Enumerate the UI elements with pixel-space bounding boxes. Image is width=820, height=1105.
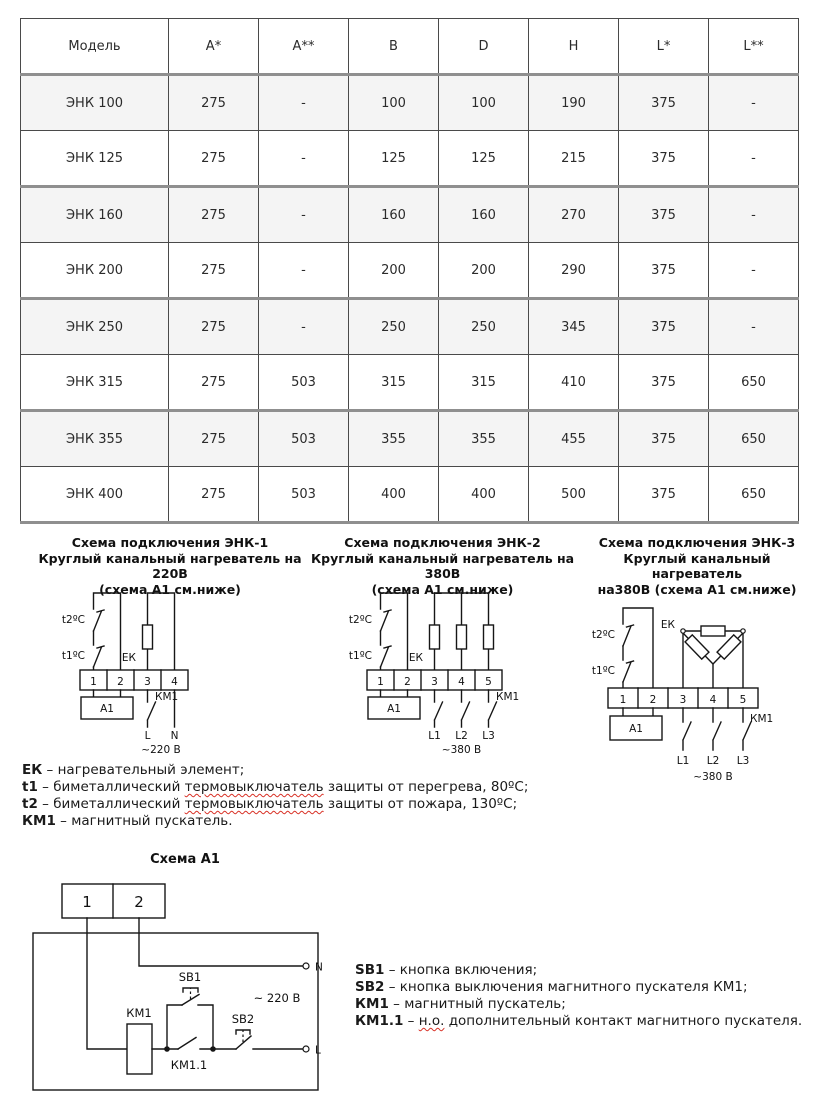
label-l1: L1 [676, 755, 690, 767]
label-neutral-n: N [315, 961, 323, 974]
col-header: L** [709, 19, 799, 75]
legend-key: КМ1 [22, 813, 56, 829]
table-cell: ЭНК 315 [21, 355, 169, 411]
terminal-number: 5 [739, 694, 747, 706]
table-row [21, 299, 799, 355]
legend-text: – магнитный пускатель; [388, 996, 566, 1012]
label-ek: ЕК [121, 652, 136, 664]
table-cell: 200 [349, 243, 439, 299]
terminal-number: 2 [117, 676, 124, 688]
a1-legend [355, 962, 802, 1030]
table-cell: 650 [709, 467, 799, 523]
terminal-number: 1 [90, 676, 97, 688]
table-cell: 275 [169, 131, 259, 187]
col-header: B [349, 19, 439, 75]
table-cell: 375 [619, 243, 709, 299]
table-cell: 100 [349, 75, 439, 131]
table-cell: 275 [169, 243, 259, 299]
legend-misspelled-word: н.о. [418, 1013, 445, 1029]
table-cell: 275 [169, 355, 259, 411]
legend-misspelled-word: термовыключатель [184, 779, 324, 795]
a1-block [610, 708, 662, 740]
label-t1: t1ºC [348, 650, 372, 662]
col-header: Модель [21, 19, 169, 75]
label-km1: КМ1 [750, 713, 774, 725]
a1-label: А1 [387, 703, 401, 715]
table-cell: 400 [349, 467, 439, 523]
legend-key: КМ1.1 [355, 1013, 404, 1029]
table-cell: 215 [529, 131, 619, 187]
table-cell: - [259, 243, 349, 299]
legend-misspelled-word: термовыключатель [184, 796, 324, 812]
table-cell: 375 [619, 131, 709, 187]
table-cell: 375 [619, 75, 709, 131]
label-phase-l: L [315, 1044, 321, 1057]
title-line: Круглый канальный нагреватель [623, 550, 771, 581]
heater-resistor [701, 626, 725, 636]
table-cell: ЭНК 400 [21, 467, 169, 523]
label-l3: L3 [736, 755, 750, 767]
table-cell: 270 [529, 187, 619, 243]
heater-resistor [430, 625, 440, 649]
terminal-strip [80, 670, 188, 690]
label-phase-l: L [144, 730, 151, 742]
label-l1: L1 [428, 730, 441, 742]
table-cell: 125 [439, 131, 529, 187]
wiring-diagram-enk3 [583, 598, 820, 793]
table-cell: 200 [439, 243, 529, 299]
thermal-switch-circuit [381, 593, 408, 670]
wiring-diagram-enk2 [319, 585, 569, 757]
table-row [21, 187, 799, 243]
table-cell: 375 [619, 467, 709, 523]
table-cell: 400 [439, 467, 529, 523]
table-cell: 375 [619, 355, 709, 411]
table-cell: 125 [349, 131, 439, 187]
col-header: D [439, 19, 529, 75]
table-cell: 275 [169, 467, 259, 523]
legend-text: – магнитный пускатель. [55, 813, 233, 829]
legend-text: – кнопка включения; [384, 962, 538, 978]
table-cell: 500 [529, 467, 619, 523]
label-sb1: SB1 [178, 970, 202, 984]
heater-circuit [430, 593, 494, 670]
table-row [21, 355, 799, 411]
table-cell: - [709, 187, 799, 243]
label-t2: t2ºC [61, 614, 85, 626]
thermal-switch-circuit [623, 608, 653, 688]
heater-circuit [143, 593, 175, 670]
table-cell: - [259, 75, 349, 131]
table-cell: 315 [349, 355, 439, 411]
table-cell: 503 [259, 411, 349, 467]
table-cell: 190 [529, 75, 619, 131]
a1-scheme-title: Схема А1 [150, 852, 220, 867]
table-cell: ЭНК 355 [21, 411, 169, 467]
legend-text: – [403, 1013, 419, 1029]
table-cell: 375 [619, 299, 709, 355]
l-terminal [303, 1046, 309, 1052]
title-line: на380В (схема А1 см.ниже) [597, 581, 797, 597]
contactor-contacts [683, 708, 751, 750]
table-cell: 503 [259, 355, 349, 411]
table-cell: 650 [709, 411, 799, 467]
label-voltage: ~380 В [693, 771, 733, 783]
terminal-number: 1 [619, 694, 627, 706]
table-row [21, 467, 799, 523]
contactor-contacts [435, 690, 497, 727]
legend-key: ЕК [22, 762, 43, 778]
terminal-number: 4 [458, 676, 465, 688]
thermal-switch-circuit [94, 593, 121, 670]
table-cell: 315 [439, 355, 529, 411]
table-cell: 275 [169, 187, 259, 243]
label-l2: L2 [455, 730, 468, 742]
terminal-number: 5 [485, 676, 492, 688]
legend-key: КМ1 [355, 996, 389, 1012]
legend-text: – кнопка выключения магнитного пускателя КМ1; [384, 979, 748, 995]
heater-resistor [717, 635, 741, 659]
table-cell: 160 [349, 187, 439, 243]
table-cell: 250 [349, 299, 439, 355]
table-cell: - [709, 75, 799, 131]
n-terminal [303, 963, 309, 969]
table-cell: 275 [169, 299, 259, 355]
table-cell: 275 [169, 75, 259, 131]
terminal-number: 2 [649, 694, 657, 706]
legend-key: t1 [22, 779, 38, 795]
legend-text: – биметаллический [37, 779, 185, 795]
label-t2: t2ºC [591, 629, 615, 641]
delta-node [741, 629, 745, 633]
legend-text: защиты от перегрева, 80ºС; [323, 779, 529, 795]
legend-line [355, 996, 802, 1013]
table-cell: 355 [439, 411, 529, 467]
legend-key: SB1 [355, 962, 385, 978]
table-cell: 100 [439, 75, 529, 131]
dimensions-table-wrap [20, 18, 798, 524]
table-cell: - [259, 187, 349, 243]
a1-label: А1 [629, 723, 643, 735]
label-voltage: ~220 В [141, 744, 181, 756]
table-row [21, 131, 799, 187]
table-cell: 355 [349, 411, 439, 467]
legend-line [22, 796, 528, 813]
table-cell: 503 [259, 467, 349, 523]
label-l2: L2 [706, 755, 720, 767]
title-line: (схема А1 см.ниже) [99, 581, 241, 597]
legend-key: SB2 [355, 979, 385, 995]
terminal-number: 3 [679, 694, 687, 706]
table-header-row [21, 19, 799, 75]
legend-line [22, 813, 528, 830]
terminal-number: 2 [404, 676, 411, 688]
label-km1: КМ1 [155, 691, 179, 703]
label-t1: t1ºC [61, 650, 85, 662]
col-header: L* [619, 19, 709, 75]
heater-delta-circuit [681, 626, 745, 688]
table-cell: ЭНК 125 [21, 131, 169, 187]
label-ek: ЕК [660, 619, 675, 631]
table-cell: 250 [439, 299, 529, 355]
heater-resistor [143, 625, 153, 649]
table-cell: - [709, 243, 799, 299]
table-cell: 650 [709, 355, 799, 411]
table-cell: 275 [169, 411, 259, 467]
table-cell: 160 [439, 187, 529, 243]
terminal-number: 4 [171, 676, 178, 688]
col-header: A* [169, 19, 259, 75]
terminal-number: 1 [82, 893, 92, 911]
label-voltage: ~ 220 В [253, 991, 301, 1005]
terminal-box [62, 884, 165, 918]
legend-text: дополнительный контакт магнитного пускателя. [444, 1013, 803, 1029]
terminal-number: 2 [134, 893, 144, 911]
table-row [21, 75, 799, 131]
table-cell: 290 [529, 243, 619, 299]
legend-line [355, 979, 802, 996]
col-header: H [529, 19, 619, 75]
title-line: Схема подключения ЭНК-1 [71, 535, 269, 550]
table-cell: - [709, 131, 799, 187]
wiring-diagram-enk1 [25, 585, 275, 757]
label-km1: КМ1 [126, 1006, 152, 1020]
title-line: Схема подключения ЭНК-2 [344, 535, 541, 550]
terminal-number: 3 [431, 676, 438, 688]
terminal-number: 1 [377, 676, 384, 688]
heater-resistor [457, 625, 467, 649]
terminal-strip [367, 670, 502, 690]
legend-text: – нагревательный элемент; [42, 762, 245, 778]
label-voltage: ~380 В [441, 744, 482, 756]
table-cell: - [709, 299, 799, 355]
legend-text: – биметаллический [37, 796, 185, 812]
label-l3: L3 [482, 730, 495, 742]
heater-resistor [685, 635, 709, 659]
terminal-strip [608, 688, 758, 708]
components-legend [22, 762, 528, 830]
table-cell: 455 [529, 411, 619, 467]
legend-line [22, 779, 528, 796]
legend-line [355, 962, 802, 979]
title-line: (схема А1 см.ниже) [371, 581, 514, 597]
a1-control-scheme [25, 876, 335, 1101]
label-neutral-n: N [170, 730, 179, 742]
table-cell: ЭНК 100 [21, 75, 169, 131]
a1-label: А1 [100, 703, 114, 715]
table-cell: 375 [619, 187, 709, 243]
a1-block [81, 690, 133, 719]
title-line: Круглый канальный нагреватель на 380В [310, 550, 575, 581]
table-cell: - [259, 299, 349, 355]
label-t1: t1ºC [591, 665, 615, 677]
table-cell: ЭНК 160 [21, 187, 169, 243]
diagram-title-enk3 [578, 535, 816, 597]
label-km1: КМ1 [496, 691, 520, 703]
title-line: Схема подключения ЭНК-3 [598, 535, 796, 550]
legend-key: t2 [22, 796, 38, 812]
table-cell: ЭНК 200 [21, 243, 169, 299]
label-sb2: SB2 [231, 1012, 255, 1026]
dimensions-table [20, 18, 799, 524]
title-line: Круглый канальный нагреватель на 220В [38, 550, 302, 581]
a1-block [368, 690, 420, 719]
terminal-number: 4 [709, 694, 717, 706]
legend-line [22, 762, 528, 779]
legend-line [355, 1013, 802, 1030]
table-row [21, 411, 799, 467]
table-cell: 345 [529, 299, 619, 355]
col-header: A** [259, 19, 349, 75]
km1-coil [127, 1024, 152, 1074]
table-cell: - [259, 131, 349, 187]
table-cell: ЭНК 250 [21, 299, 169, 355]
terminal-number: 3 [144, 676, 151, 688]
table-row [21, 243, 799, 299]
label-ek: ЕК [408, 652, 423, 664]
label-km1-1: КМ1.1 [170, 1058, 208, 1072]
label-t2: t2ºC [348, 614, 372, 626]
legend-text: защиты от пожара, 130ºС; [323, 796, 518, 812]
heater-resistor [484, 625, 494, 649]
table-cell: 410 [529, 355, 619, 411]
table-cell: 375 [619, 411, 709, 467]
delta-node [681, 629, 685, 633]
